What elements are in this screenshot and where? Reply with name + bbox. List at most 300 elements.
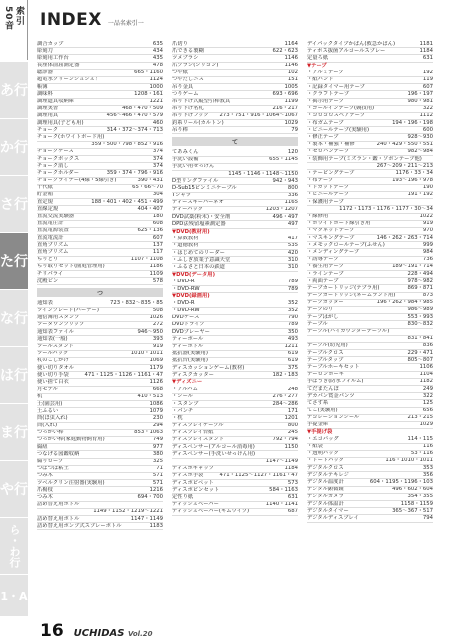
entry-pages: 984 <box>422 249 433 255</box>
entry-name: ・紙袋 <box>307 443 323 449</box>
tab-a-row[interactable]: あ行 <box>0 62 28 119</box>
entry-pages: 723・832〜835・85 <box>110 300 163 306</box>
index-entry[interactable] <box>172 300 298 307</box>
index-entry[interactable] <box>37 394 163 401</box>
index-entry[interactable] <box>172 41 298 48</box>
entry-name: 綴りロープ <box>37 458 64 464</box>
index-entry[interactable] <box>307 336 433 343</box>
index-entry[interactable] <box>172 236 298 243</box>
index-entry[interactable] <box>307 134 433 141</box>
entry-name: 直角プリズム <box>37 242 69 248</box>
entry-pages: 830〜832 <box>407 321 433 327</box>
index-entry[interactable] <box>307 271 433 278</box>
tab-na-row[interactable]: な行 <box>0 290 28 347</box>
page-title: INDEX <box>40 10 102 30</box>
index-entry[interactable] <box>172 149 298 156</box>
entry-name: 定量ろ紙 <box>307 55 329 61</box>
index-entry[interactable] <box>307 41 433 48</box>
entry-name: 筒(入れ) <box>37 422 58 429</box>
index-entry[interactable] <box>307 106 433 113</box>
index-entry[interactable] <box>37 408 163 415</box>
index-entry[interactable] <box>37 91 163 98</box>
index-entry[interactable] <box>172 250 298 257</box>
entry-pages: 869・871 <box>407 285 433 291</box>
index-entry[interactable] <box>37 41 163 48</box>
index-entry[interactable] <box>37 487 163 494</box>
entry-name: ・誘導テープ <box>307 256 339 263</box>
index-entry[interactable] <box>172 401 298 408</box>
index-entry[interactable] <box>307 70 433 77</box>
entry-name: テープはがし <box>307 314 339 320</box>
entry-name: ・テーピングテープ <box>307 170 355 176</box>
entry-name: ・マスキングテープ <box>307 235 355 241</box>
index-entry[interactable] <box>172 243 298 250</box>
index-entry[interactable] <box>37 127 163 134</box>
index-entry[interactable] <box>307 501 433 508</box>
index-entry[interactable] <box>37 430 163 437</box>
index-entry[interactable] <box>307 257 433 264</box>
tab-ha-row[interactable]: は行 <box>0 347 28 404</box>
index-entry[interactable] <box>172 120 298 127</box>
index-entry[interactable] <box>172 344 298 351</box>
entry-pages: 977 <box>152 444 163 450</box>
entry-pages: 794 <box>422 515 433 521</box>
entry-name: ・メンディングテープ <box>307 249 360 255</box>
entry-pages: 631 <box>287 494 298 500</box>
index-entry[interactable] <box>307 142 433 149</box>
entry-name: ・透明バッグ <box>307 450 339 457</box>
entry-name: ・DVD-R <box>172 300 195 306</box>
index-entry[interactable] <box>172 437 298 444</box>
entry-pages: 191・192 <box>407 191 433 198</box>
index-entry[interactable] <box>172 214 298 221</box>
index-column-3 <box>307 41 433 611</box>
index-entry[interactable] <box>37 509 163 516</box>
index-entry[interactable] <box>37 344 163 351</box>
index-entry[interactable] <box>307 77 433 84</box>
index-entry[interactable] <box>37 55 163 62</box>
index-entry[interactable] <box>37 423 163 430</box>
index-entry[interactable] <box>37 242 163 249</box>
index-entry[interactable] <box>172 423 298 430</box>
entry-pages: 180 <box>152 213 163 219</box>
entry-pages: 380 <box>152 451 163 457</box>
index-entry[interactable] <box>37 70 163 77</box>
entry-name: つりゲーム <box>172 91 199 97</box>
entry-name: デジタルカメラ <box>307 493 344 500</box>
entry-name: ・コロコロスペアテープ <box>307 112 366 119</box>
index-entry[interactable] <box>307 91 433 98</box>
index-entry[interactable] <box>37 163 163 170</box>
index-entry[interactable] <box>307 192 433 199</box>
index-entry[interactable] <box>172 113 298 120</box>
brand-name <box>74 628 153 639</box>
entry-name: 詰め替え用ボトル <box>37 501 80 508</box>
entry-name: 調理実習 <box>37 105 59 112</box>
index-entry[interactable] <box>307 357 433 364</box>
index-entry[interactable] <box>172 207 298 214</box>
entry-name: ディスポピンセット <box>172 487 220 493</box>
index-entry[interactable] <box>37 278 163 285</box>
index-entry[interactable] <box>307 329 433 336</box>
index-entry[interactable] <box>37 249 163 256</box>
entry-name: ティポス抜菌アルコールスプレー <box>307 48 386 54</box>
index-entry[interactable] <box>172 48 298 55</box>
index-entry[interactable] <box>307 293 433 300</box>
index-entry[interactable] <box>172 430 298 437</box>
sub-category-heading: ▼テープ <box>307 62 327 69</box>
index-entry[interactable] <box>172 322 298 329</box>
index-entry[interactable] <box>172 157 298 164</box>
index-entry[interactable] <box>37 192 163 199</box>
index-entry[interactable] <box>307 364 433 371</box>
index-entry[interactable] <box>307 214 433 221</box>
entry-name: ディスペンサー(手洗いせっけん用) <box>172 451 256 457</box>
index-entry[interactable] <box>172 408 298 415</box>
index-entry[interactable] <box>307 120 433 127</box>
index-entry[interactable] <box>172 451 298 458</box>
entry-pages: 1109 <box>149 271 163 277</box>
index-entry[interactable] <box>307 307 433 314</box>
index-entry[interactable] <box>307 479 433 486</box>
index-entry[interactable] <box>172 329 298 336</box>
entry-name: ・ビニールテープ <box>307 191 350 198</box>
index-entry[interactable] <box>172 257 298 264</box>
entry-name: デジタルタイマー <box>307 508 349 514</box>
entry-name: ・シール <box>172 393 194 400</box>
index-entry[interactable] <box>307 170 433 177</box>
entry-name: ディスクカッター <box>172 372 214 378</box>
index-entry[interactable] <box>172 185 298 192</box>
index-entry[interactable] <box>307 127 433 134</box>
index-entry[interactable] <box>307 264 433 271</box>
index-entry[interactable] <box>307 472 433 479</box>
index-entry[interactable] <box>172 55 298 62</box>
entry-name: ツインブレード(バーナー) <box>37 307 99 314</box>
entry-pages: 1176・33・34 <box>395 170 433 176</box>
index-entry[interactable] <box>37 480 163 487</box>
entry-name: DVDケース <box>172 314 200 321</box>
tab-ta-row[interactable]: た行 <box>0 233 28 290</box>
index-entry[interactable] <box>307 393 433 400</box>
entry-name: ・布テープ <box>307 177 334 184</box>
index-entry[interactable] <box>307 48 433 55</box>
entry-pages: 196・197 <box>407 91 433 97</box>
entry-pages: 1106 <box>419 364 433 370</box>
index-entry[interactable] <box>37 315 163 322</box>
index-entry[interactable] <box>307 372 433 379</box>
index-entry[interactable] <box>37 466 163 473</box>
index-entry[interactable] <box>307 221 433 228</box>
index-entry[interactable] <box>307 113 433 120</box>
index-entry[interactable] <box>172 444 298 451</box>
index-entry[interactable] <box>172 63 298 70</box>
index-entry[interactable] <box>172 351 298 358</box>
entry-name: デジタルディスプレイ <box>307 515 359 521</box>
index-entry[interactable] <box>37 63 163 70</box>
index-entry[interactable] <box>37 106 163 113</box>
entry-name: ティーポール <box>172 336 204 342</box>
index-entry[interactable] <box>172 106 298 113</box>
entry-pages: 805〜807 <box>407 357 433 363</box>
entry-name: DPD法残留塩素測定器 <box>172 221 226 227</box>
entry-pages: 116・1010・1011 <box>385 457 433 464</box>
entry-pages: 999 <box>422 242 433 248</box>
index-entry[interactable] <box>307 84 433 91</box>
index-entry[interactable] <box>37 206 163 213</box>
index-entry[interactable] <box>37 365 163 372</box>
index-entry[interactable] <box>307 185 433 192</box>
index-entry[interactable] <box>307 408 433 415</box>
entry-name: 直定規 <box>37 199 53 205</box>
index-entry[interactable] <box>172 127 298 134</box>
entry-name: 筒(ほ虫入れ) <box>37 415 68 421</box>
sub-category-heading: ▼DVD(録画用) <box>172 293 210 300</box>
index-entry[interactable] <box>172 77 298 84</box>
entry-pages: 390・431 <box>137 177 163 184</box>
entry-pages: 607 <box>152 235 163 241</box>
index-entry[interactable] <box>307 199 433 206</box>
index-entry[interactable] <box>307 99 433 106</box>
index-entry[interactable] <box>307 508 433 515</box>
entry-pages: 789 <box>287 278 298 285</box>
index-entry[interactable] <box>307 235 433 242</box>
index-entry[interactable] <box>37 351 163 358</box>
entry-pages: 1221 <box>149 98 163 104</box>
index-entry[interactable] <box>172 480 298 487</box>
index-entry[interactable] <box>307 321 433 328</box>
entry-pages: 304 <box>152 191 163 198</box>
index-entry[interactable] <box>172 279 298 286</box>
index-entry[interactable] <box>307 178 433 185</box>
entry-name: テープカートリッジ(ネームランド用) <box>307 292 396 299</box>
entry-pages: 873 <box>422 292 433 299</box>
index-entry[interactable] <box>37 199 163 206</box>
index-entry[interactable] <box>307 494 433 501</box>
index-entry[interactable] <box>37 120 163 127</box>
entry-pages: 65・66〜70 <box>132 184 163 191</box>
index-entry[interactable] <box>37 322 163 329</box>
index-entry[interactable] <box>172 466 298 473</box>
index-entry[interactable] <box>37 451 163 458</box>
tab-number-alpha[interactable]: 1・A <box>0 575 28 617</box>
sub-category-heading: ▼DVD(教材用) <box>172 228 210 235</box>
entry-pages: 1146 <box>284 55 298 61</box>
index-entry[interactable] <box>37 329 163 336</box>
entry-pages: 573 <box>287 480 298 486</box>
index-entry[interactable] <box>37 523 163 530</box>
entry-pages: 79 <box>291 127 298 133</box>
index-entry[interactable] <box>37 372 163 379</box>
index-entry[interactable] <box>37 149 163 156</box>
entry-pages: 508 <box>152 307 163 314</box>
index-entry[interactable] <box>172 178 298 185</box>
index-entry[interactable] <box>172 415 298 422</box>
index-entry[interactable] <box>172 487 298 494</box>
tab-sa-row[interactable]: さ行 <box>0 176 28 233</box>
index-entry[interactable] <box>37 228 163 235</box>
index-entry[interactable] <box>307 278 433 285</box>
entry-pages: 608 <box>152 220 163 227</box>
entry-pages: 460 <box>152 120 163 126</box>
index-entry[interactable] <box>37 178 163 185</box>
index-entry[interactable] <box>172 200 298 207</box>
tab-ma-row[interactable]: ま行 <box>0 404 28 461</box>
entry-name: DVDドライブ <box>172 321 205 328</box>
index-entry[interactable] <box>37 257 163 264</box>
index-entry[interactable] <box>307 55 433 62</box>
index-entry[interactable] <box>172 394 298 401</box>
tab-ra-wa-row[interactable]: ら・わ行 <box>0 518 28 575</box>
entry-pages: 213・215 <box>407 414 433 421</box>
entry-pages: 497 <box>287 221 298 227</box>
index-entry[interactable] <box>37 113 163 120</box>
index-entry[interactable] <box>37 502 163 509</box>
index-entry[interactable] <box>172 84 298 91</box>
index-entry[interactable] <box>307 149 433 156</box>
entry-pages: 1184 <box>419 48 433 54</box>
tab-ka-row[interactable]: か行 <box>0 119 28 176</box>
entry-pages: 656 <box>422 407 433 414</box>
index-entry[interactable] <box>307 343 433 350</box>
index-entry[interactable] <box>37 459 163 466</box>
entry-pages: 1184 <box>284 465 298 472</box>
index-entry[interactable] <box>37 170 163 177</box>
entry-name: 抵抗器(実験用) <box>172 350 208 357</box>
index-entry[interactable] <box>307 386 433 393</box>
index-entry[interactable] <box>172 494 298 501</box>
index-entry[interactable] <box>37 300 163 307</box>
entry-name: ・記録タイマー用テープ <box>307 84 365 90</box>
entry-pages: 687 <box>287 508 298 515</box>
entry-pages: 267〜209・211〜213 <box>376 163 433 169</box>
index-entry[interactable] <box>37 77 163 84</box>
index-entry[interactable] <box>307 515 433 522</box>
index-entry[interactable] <box>172 459 298 466</box>
entry-pages: 1183 <box>149 523 163 529</box>
index-entry[interactable] <box>37 444 163 451</box>
entry-name: 調理用具 <box>37 112 59 119</box>
index-entry[interactable] <box>172 387 298 394</box>
tab-ya-row[interactable]: や行 <box>0 461 28 518</box>
index-entry[interactable] <box>172 365 298 372</box>
index-entry[interactable] <box>37 99 163 106</box>
index-entry[interactable] <box>307 458 433 465</box>
index-entry[interactable] <box>172 264 298 271</box>
index-entry[interactable] <box>172 164 298 171</box>
entry-pages: 248 <box>287 386 298 393</box>
index-entry[interactable] <box>37 494 163 501</box>
index-entry[interactable] <box>37 387 163 394</box>
entry-pages: 356 <box>422 472 433 478</box>
index-entry[interactable] <box>307 487 433 494</box>
side-index-title: 50音 <box>3 6 13 31</box>
entry-name: つっかい棒(家庭動物飼育用) <box>37 436 105 443</box>
index-entry[interactable] <box>307 465 433 472</box>
index-entry[interactable] <box>172 358 298 365</box>
index-entry[interactable] <box>307 249 433 256</box>
entry-name: DVD試薬(粉末)・安全剤 <box>172 214 231 220</box>
index-entry[interactable] <box>37 473 163 480</box>
entry-pages: 322 <box>422 393 433 399</box>
index-entry[interactable] <box>37 134 163 141</box>
index-entry[interactable] <box>37 221 163 228</box>
index-entry[interactable] <box>172 221 298 228</box>
entry-name: ディスプレイケーブル <box>172 422 224 429</box>
index-entry[interactable] <box>37 358 163 365</box>
index-entry[interactable] <box>307 451 433 458</box>
entry-pages: 353 <box>422 465 433 471</box>
entry-pages: 375 <box>287 365 298 371</box>
index-entry[interactable] <box>37 235 163 242</box>
index-entry[interactable] <box>37 214 163 221</box>
index-entry[interactable] <box>307 285 433 292</box>
index-entry[interactable] <box>172 91 298 98</box>
index-entry[interactable] <box>172 473 298 480</box>
index-entry[interactable] <box>307 206 433 213</box>
index-entry[interactable] <box>37 48 163 55</box>
index-entry[interactable] <box>37 142 163 149</box>
index-entry[interactable] <box>172 308 298 315</box>
index-entry[interactable] <box>307 400 433 407</box>
entry-name: 彫刻刀 <box>37 48 53 54</box>
index-entry[interactable] <box>172 171 298 178</box>
entry-name: てこ(実験用) <box>307 407 338 414</box>
index-entry[interactable] <box>172 99 298 106</box>
index-entry[interactable] <box>37 308 163 315</box>
index-entry[interactable] <box>307 350 433 357</box>
entry-pages: 194・196・198 <box>392 120 433 126</box>
index-entry[interactable] <box>172 70 298 77</box>
index-entry[interactable] <box>37 401 163 408</box>
index-entry[interactable] <box>37 264 163 271</box>
entry-name: テーロンホーキ <box>307 371 345 378</box>
index-entry[interactable] <box>37 437 163 444</box>
index-entry[interactable] <box>307 444 433 451</box>
index-entry[interactable] <box>307 415 433 422</box>
index-entry[interactable] <box>307 300 433 307</box>
entry-name: 吊り棒 <box>172 127 188 133</box>
index-entry[interactable] <box>172 315 298 322</box>
entry-name: チョークホルダー <box>37 170 80 176</box>
index-entry[interactable] <box>172 336 298 343</box>
index-entry[interactable] <box>307 156 433 163</box>
index-entry[interactable] <box>37 84 163 91</box>
entry-pages: 314・372〜374・713 <box>106 127 163 133</box>
index-entry[interactable] <box>172 509 298 516</box>
index-entry[interactable] <box>307 314 433 321</box>
index-entry[interactable] <box>37 156 163 163</box>
entry-pages: 114・115 <box>407 436 433 442</box>
index-entry[interactable] <box>172 502 298 509</box>
index-entry[interactable] <box>37 271 163 278</box>
index-entry[interactable] <box>307 436 433 443</box>
index-entry[interactable] <box>37 516 163 523</box>
index-entry[interactable] <box>172 193 298 200</box>
index-entry[interactable] <box>307 163 433 170</box>
entry-name: D-Sub15ピンミニケーブル <box>172 185 237 191</box>
index-entry[interactable] <box>307 228 433 235</box>
index-entry[interactable] <box>37 415 163 422</box>
index-entry[interactable] <box>37 336 163 343</box>
index-entry[interactable] <box>307 242 433 249</box>
entry-pages: 273・751・916・1064〜1067 <box>219 112 298 119</box>
index-entry[interactable] <box>37 185 163 192</box>
index-entry[interactable] <box>307 379 433 386</box>
entry-pages: 240・429・550・551 <box>376 141 433 148</box>
entry-pages: 310 <box>287 257 298 263</box>
index-entry[interactable] <box>37 379 163 386</box>
